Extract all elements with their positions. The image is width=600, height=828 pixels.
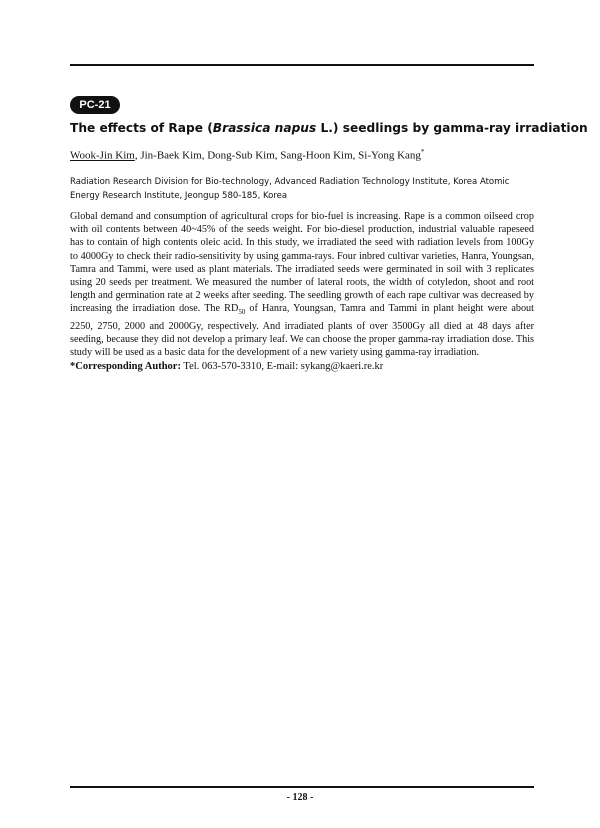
abstract-id-badge: PC-21 — [70, 96, 120, 114]
author-list — [70, 148, 540, 162]
rd-subscript: 50 — [238, 308, 246, 317]
page-number: - 128 - — [286, 792, 314, 803]
paper-title — [70, 121, 588, 135]
first-author: Wook-Jin Kim — [70, 149, 135, 162]
top-rule — [70, 64, 534, 66]
corresponding-contact: Tel. 063-570-3310, E-mail: sykang@kaeri.re.kr — [180, 361, 384, 372]
abstract-body — [70, 210, 534, 359]
other-authors: , Jin-Baek Kim, Dong-Sub Kim, Sang-Hoon Kim, Si-Yong Kang — [134, 149, 421, 162]
corresponding-label: *Corresponding Author: — [70, 361, 181, 372]
title-species: Brassica napus — [212, 121, 317, 135]
title-before: The effects of Rape ( — [70, 121, 213, 135]
corresponding-mark: * — [420, 148, 425, 156]
abstract-part-1: Global demand and consumption of agricultural crops for bio-fuel is increasing. Rape is a common oilseed crop with oil contents between 40~45% of the seeds weight. For bio-diesel production, industrial valuable rapeseed has to contain of high contents oleic acid. In this study, we irradiated the seed with radiation levels from 100Gy to 4000Gy to check their radio-sensitivity by using gamma-rays. Four inbred cultivar varieties, Hanra, Youngsan, Tamra and Tammi, were used as plant materials. The irradiated seeds were germinated in soil with 3 replicates using 20 seeds per treatment. We measured the number of lateral roots, the width of cotyledon, shoot and root length and germination rate at 2 weeks after seeding. The seedling growth of each rape cultivar was decreased by increasing the irradiation dose. The RD — [70, 211, 534, 315]
corresponding-author — [70, 361, 534, 372]
abstract-part-2: of Hanra, Youngsan, Tamra and Tammi in plant height were about 2250, 2750, 2000 and 2000Gy, respectively. And irradiated plants of over 3500Gy all died at 48 days after seeding, because they did not develop a primary leaf. We can choose the proper gamma-ray irradiation dose. This study will be used as a basic data for the development of a new variety using gamma-ray irradiation. — [70, 303, 534, 359]
bottom-rule — [70, 786, 534, 788]
title-after: L.) seedlings by gamma-ray irradiation — [316, 121, 588, 135]
affiliation: Radiation Research Division for Bio-technology, Advanced Radiation Technology Institute, Korea Atomic Energy Research Institute, Jeongup 580-185, Korea — [70, 177, 510, 201]
